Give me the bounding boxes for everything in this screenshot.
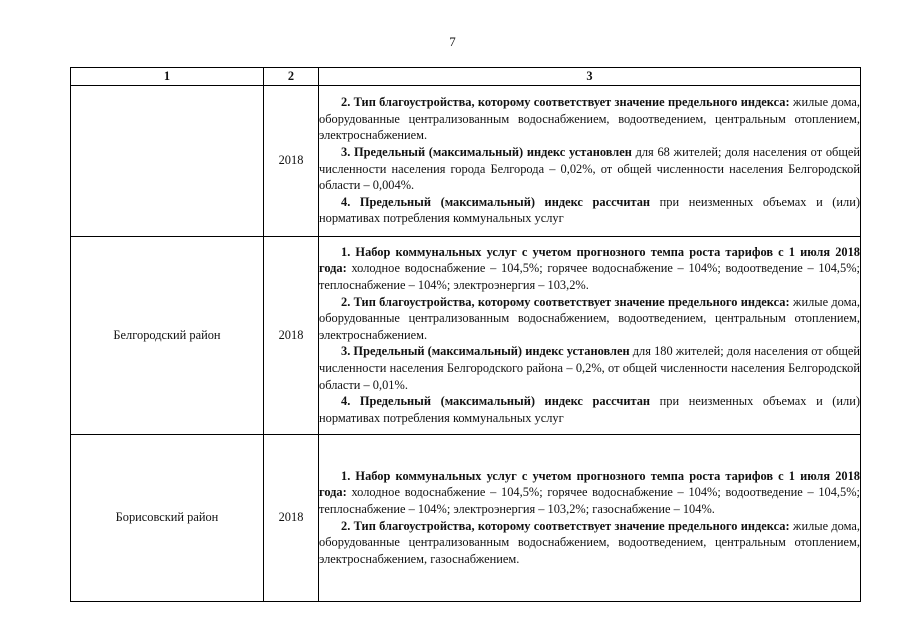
district-cell bbox=[71, 85, 264, 236]
paragraph bbox=[319, 94, 860, 144]
paragraph-text: жилые дома, оборудованные централизованным водоснабжением, водоотведением, центральным отоплением, электроснабжением. bbox=[319, 294, 860, 342]
district-cell: Борисовский район bbox=[71, 434, 264, 601]
paragraph-heading: 4. Предельный (максимальный) индекс рассчитан bbox=[341, 394, 651, 409]
paragraph-text: жилые дома, оборудованные централизованным водоснабжением, водоотведением, центральным отоплением, электроснабжением. bbox=[319, 95, 860, 143]
paragraph-text: для 68 жителей; доля населения от общей численности населения города Белгорода – 0,02%, от общей численности населения Белгородской области – 0,004%. bbox=[319, 145, 860, 193]
paragraph-heading: 1. Набор коммунальных услуг с учетом прогнозного темпа роста тарифов с 1 июля 2018 года: bbox=[319, 244, 860, 276]
paragraph-heading: 2. Тип благоустройства, которому соответствует значение предельного индекса: bbox=[341, 95, 790, 110]
paragraph-heading: 2. Тип благоустройства, которому соответствует значение предельного индекса: bbox=[341, 518, 790, 533]
paragraph bbox=[319, 393, 860, 426]
column-header-1: 1 bbox=[71, 68, 264, 86]
paragraph-heading: 3. Предельный (максимальный) индекс установлен bbox=[341, 145, 632, 159]
year-cell: 2018 bbox=[264, 236, 319, 434]
paragraph-text: при неизменных объемах и (или) нормативах потребления коммунальных услуг bbox=[319, 194, 860, 226]
paragraph bbox=[319, 244, 860, 294]
paragraph-text: холодное водоснабжение – 104,5%; горячее водоснабжение – 104%; водоотведение – 104,5%; теплоснабжение – 104%; электроэнергия – 103,2%; газоснабжение – 104%. bbox=[319, 485, 860, 516]
description-cell bbox=[319, 85, 861, 236]
paragraph bbox=[319, 194, 860, 227]
paragraph bbox=[319, 294, 860, 344]
paragraph bbox=[319, 468, 860, 518]
paragraph bbox=[319, 343, 860, 393]
column-header-2: 2 bbox=[264, 68, 319, 86]
year-cell: 2018 bbox=[264, 85, 319, 236]
paragraph bbox=[319, 518, 860, 568]
table-header-row bbox=[71, 68, 861, 86]
column-header-3: 3 bbox=[319, 68, 861, 86]
paragraph-text: для 180 жителей; доля населения от общей численности населения Белгородского района – 0,2%, от общей численности населения Белгородской области – 0,01%. bbox=[319, 344, 860, 392]
table-row bbox=[71, 434, 861, 601]
table-row bbox=[71, 85, 861, 236]
paragraph bbox=[319, 144, 860, 194]
page-number: 7 bbox=[449, 34, 456, 49]
paragraph-heading: 2. Тип благоустройства, которому соответствует значение предельного индекса: bbox=[341, 294, 790, 309]
tariff-index-table bbox=[70, 67, 861, 602]
description-cell bbox=[319, 236, 861, 434]
paragraph-text: при неизменных объемах и (или) нормативах потребления коммунальных услуг bbox=[319, 394, 860, 425]
paragraph-heading: 3. Предельный (максимальный) индекс установлен bbox=[341, 344, 630, 359]
paragraph-heading: 4. Предельный (максимальный) индекс рассчитан bbox=[341, 194, 651, 209]
paragraph-text: жилые дома, оборудованные централизованным водоснабжением, водоотведением, центральным отоплением, электроснабжением, газоснабжением. bbox=[319, 518, 860, 566]
paragraph-text: холодное водоснабжение – 104,5%; горячее водоснабжение – 104%; водоотведение – 104,5%; теплоснабжение – 104%; электроэнергия – 103,2%. bbox=[319, 261, 860, 293]
district-cell: Белгородский район bbox=[71, 236, 264, 434]
description-cell bbox=[319, 434, 861, 601]
paragraph-heading: 1. Набор коммунальных услуг с учетом прогнозного темпа роста тарифов с 1 июля 2018 года: bbox=[319, 468, 860, 500]
year-cell: 2018 bbox=[264, 434, 319, 601]
table-row bbox=[71, 236, 861, 434]
